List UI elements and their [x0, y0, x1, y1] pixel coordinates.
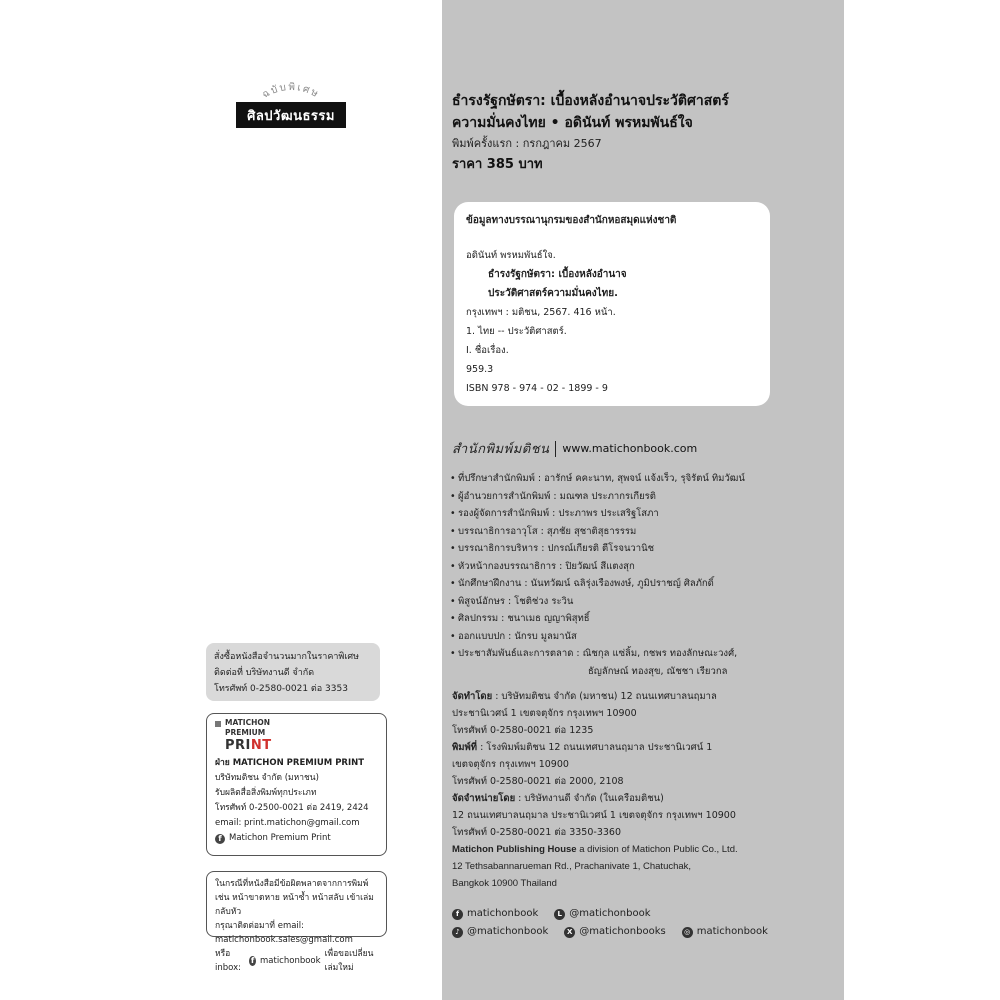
list-item-continued: ธัญลักษณ์ ทองสุข, ณัชชา เรียวกล	[588, 665, 728, 677]
bulk-order-box	[206, 643, 380, 701]
list-item: • ประชาสัมพันธ์และการตลาด : ณิชกุล แซ่ลิ้ม, กชพร ทองลักษณะวงศ์,	[450, 648, 738, 659]
address-line: 12 Tethsabannarueman Rd., Prachanivate 1, Chatuchak,	[452, 861, 692, 872]
publishing-house-line: Matichon Publishing House a division of Matichon Public Co., Ltd.	[452, 844, 738, 855]
cip-imprint: กรุงเทพฯ : มติชน, 2567. 416 หน้า.	[466, 307, 616, 318]
printed-by-line: เขตจตุจักร กรุงเทพฯ 10900	[452, 759, 569, 770]
silpa-logo	[236, 70, 346, 130]
social-row	[452, 923, 837, 941]
facebook-icon: f	[250, 956, 255, 965]
book-title: ธำรงรัฐกษัตรา: เบื้องหลังอำนาจประวัติศาสตร์	[452, 93, 729, 109]
promo-line: สั่งซื้อหนังสือจำนวนมากในราคาพิเศษ	[214, 652, 360, 662]
made-by-line: โทรศัพท์ 0-2580-0021 ต่อ 1235	[452, 725, 594, 736]
list-item: • รองผู้จัดการสำนักพิมพ์ : ประภาพร ประเสริฐโสภา	[450, 508, 659, 519]
misprint-notice-box	[206, 871, 387, 973]
distributor-line: จัดจำหน่ายโดย : บริษัทงานดี จำกัด (ในเครือมติชน)	[452, 793, 664, 804]
premium-logo-print: PRINT	[225, 738, 272, 753]
printed-by-line: โทรศัพท์ 0-2580-0021 ต่อ 2000, 2108	[452, 776, 624, 787]
premium-print-box	[206, 713, 387, 856]
premium-line: โทรศัพท์ 0-2500-0021 ต่อ 2419, 2424	[215, 803, 369, 813]
list-item: • นักศึกษาฝึกงาน : นันทวัฒน์ ฉลิรุ่งเรืองพงษ์, ภูมิปราชญ์ ศิลภักดิ์	[450, 578, 714, 589]
notice-inbox-line: หรือ inbox: f matichonbook เพื่อขอเปลี่ยนเล่มใหม่	[215, 949, 374, 973]
cip-isbn: ISBN 978 - 974 - 02 - 1899 - 9	[466, 383, 608, 394]
premium-line: รับผลิตสื่อสิ่งพิมพ์ทุกประเภท	[215, 788, 317, 798]
premium-logo-line: MATICHON	[225, 718, 271, 727]
address-line: Bangkok 10900 Thailand	[452, 878, 557, 889]
social-links	[452, 905, 837, 941]
list-item: • หัวหน้ากองบรรณาธิการ : ปิยวัฒน์ สีแตงสุก	[450, 560, 635, 572]
social-row	[452, 905, 837, 923]
right-page	[442, 0, 844, 1000]
list-item: • ที่ปรึกษาสำนักพิมพ์ : อารักษ์ คคะนาท, สุพจน์ แจ้งเร็ว, รุจิรัตน์ ทิมวัฒน์	[450, 473, 745, 484]
premium-logo-line: PREMIUM	[225, 728, 266, 737]
list-item: • บรรณาธิการบริหาร : ปกรณ์เกียรติ ตีโรจนวานิช	[450, 543, 655, 554]
tiktok-link[interactable]: @matichonbook	[467, 926, 549, 937]
list-item: • ออกแบบปก : นักรบ มูลมานัส	[450, 630, 577, 642]
notice-line: ในกรณีที่หนังสือมีข้อผิดพลาดจากการพิมพ์	[215, 879, 369, 889]
distributor-line: 12 ถนนเทศบาลนฤมาล ประชานิเวศน์ 1 เขตจตุจักร กรุงเทพฯ 10900	[452, 810, 736, 821]
made-by-line: จัดทำโดย : บริษัทมติชน จำกัด (มหาชน) 12 ถนนเทศบาลนฤมาล	[452, 691, 717, 702]
made-by-line: ประชานิเวศน์ 1 เขตจตุจักร กรุงเทพฯ 10900	[452, 708, 637, 719]
facebook-link[interactable]: matichonbook	[467, 908, 539, 919]
producer-info	[452, 688, 837, 892]
cip-data-box	[454, 202, 770, 406]
cip-heading: ข้อมูลทางบรรณานุกรมของสำนักหอสมุดแห่งชาติ	[466, 215, 677, 226]
x-link[interactable]: @matichonbooks	[579, 926, 666, 937]
premium-print-name: ฝ่าย MATICHON PREMIUM PRINT	[215, 758, 365, 768]
title-block	[452, 90, 832, 176]
notice-line: เช่น หน้าขาดหาย หน้าซ้ำ หน้าสลับ เข้าเล่มกลับหัว	[215, 893, 374, 917]
printed-by-line: พิมพ์ที่ : โรงพิมพ์มติชน 12 ถนนเทศบาลนฤมาล ประชานิเวศน์ 1	[452, 742, 713, 753]
distributor-line: โทรศัพท์ 0-2580-0021 ต่อ 3350-3360	[452, 827, 621, 838]
premium-line: บริษัทมติชน จำกัด (มหาชน)	[215, 773, 319, 783]
tiktok-icon: ♪	[452, 927, 463, 938]
list-item: • พิสูจน์อักษร : โชติช่วง ระวิน	[450, 595, 574, 607]
book-price: ราคา 385 บาท	[452, 157, 543, 172]
list-item: • ผู้อำนวยการสำนักพิมพ์ : มณฑล ประภากรเกียรติ	[450, 490, 656, 502]
book-subtitle-author: ความมั่นคงไทย • อดินันท์ พรหมพันธ์ใจ	[452, 115, 693, 131]
premium-facebook: f Matichon Premium Print	[215, 831, 378, 846]
instagram-link[interactable]: matichonbook	[696, 926, 768, 937]
facebook-icon: f	[215, 834, 225, 844]
cip-title: ธำรงรัฐกษัตรา: เบื้องหลังอำนาจ	[488, 269, 627, 280]
notice-line: กรุณาติดต่อมาที่ email: matichonbook.sales@gmail.com	[215, 921, 353, 945]
cip-classification: 959.3	[466, 364, 494, 375]
line-link[interactable]: @matichonbook	[569, 908, 651, 919]
left-page	[156, 0, 442, 1000]
svg-text:ฉบับพิเศษ: ฉบับพิเศษ	[260, 81, 322, 101]
publisher-logo: สำนักพิมพ์มติชน	[452, 442, 550, 457]
premium-email: email: print.matichon@gmail.com	[215, 818, 360, 828]
publisher-url[interactable]: www.matichonbook.com	[562, 442, 698, 455]
premium-print-logo	[215, 718, 378, 754]
facebook-icon: f	[452, 909, 463, 920]
promo-line: โทรศัพท์ 0-2580-0021 ต่อ 3353	[214, 684, 348, 694]
promo-line: ติดต่อที่ บริษัทงานดี จำกัด	[214, 668, 315, 678]
list-item: • บรรณาธิการอาวุโส : สุภชัย สุชาติสุธารรรม	[450, 525, 637, 537]
x-icon: X	[564, 927, 575, 938]
logo-main-text: ศิลปวัฒนธรรม	[236, 102, 346, 128]
logo-square-icon	[215, 721, 221, 727]
cip-subject: 1. ไทย -- ประวัติศาสตร์.	[466, 326, 567, 337]
first-print-date: พิมพ์ครั้งแรก : กรกฎาคม 2567	[452, 137, 602, 150]
line-icon: L	[554, 909, 565, 920]
cip-title-entry: I. ชื่อเรื่อง.	[466, 345, 509, 356]
instagram-icon: ◎	[682, 927, 693, 938]
staff-list	[450, 470, 840, 680]
list-item: • ศิลปกรรม : ชนาเมธ ญญาพิสุทธิ์	[450, 613, 590, 624]
divider	[555, 441, 556, 457]
cip-author: อดินันท์ พรหมพันธ์ใจ.	[466, 250, 556, 261]
cip-title: ประวัติศาสตร์ความมั่นคงไทย.	[488, 288, 618, 299]
publisher-logo-row	[452, 438, 697, 459]
